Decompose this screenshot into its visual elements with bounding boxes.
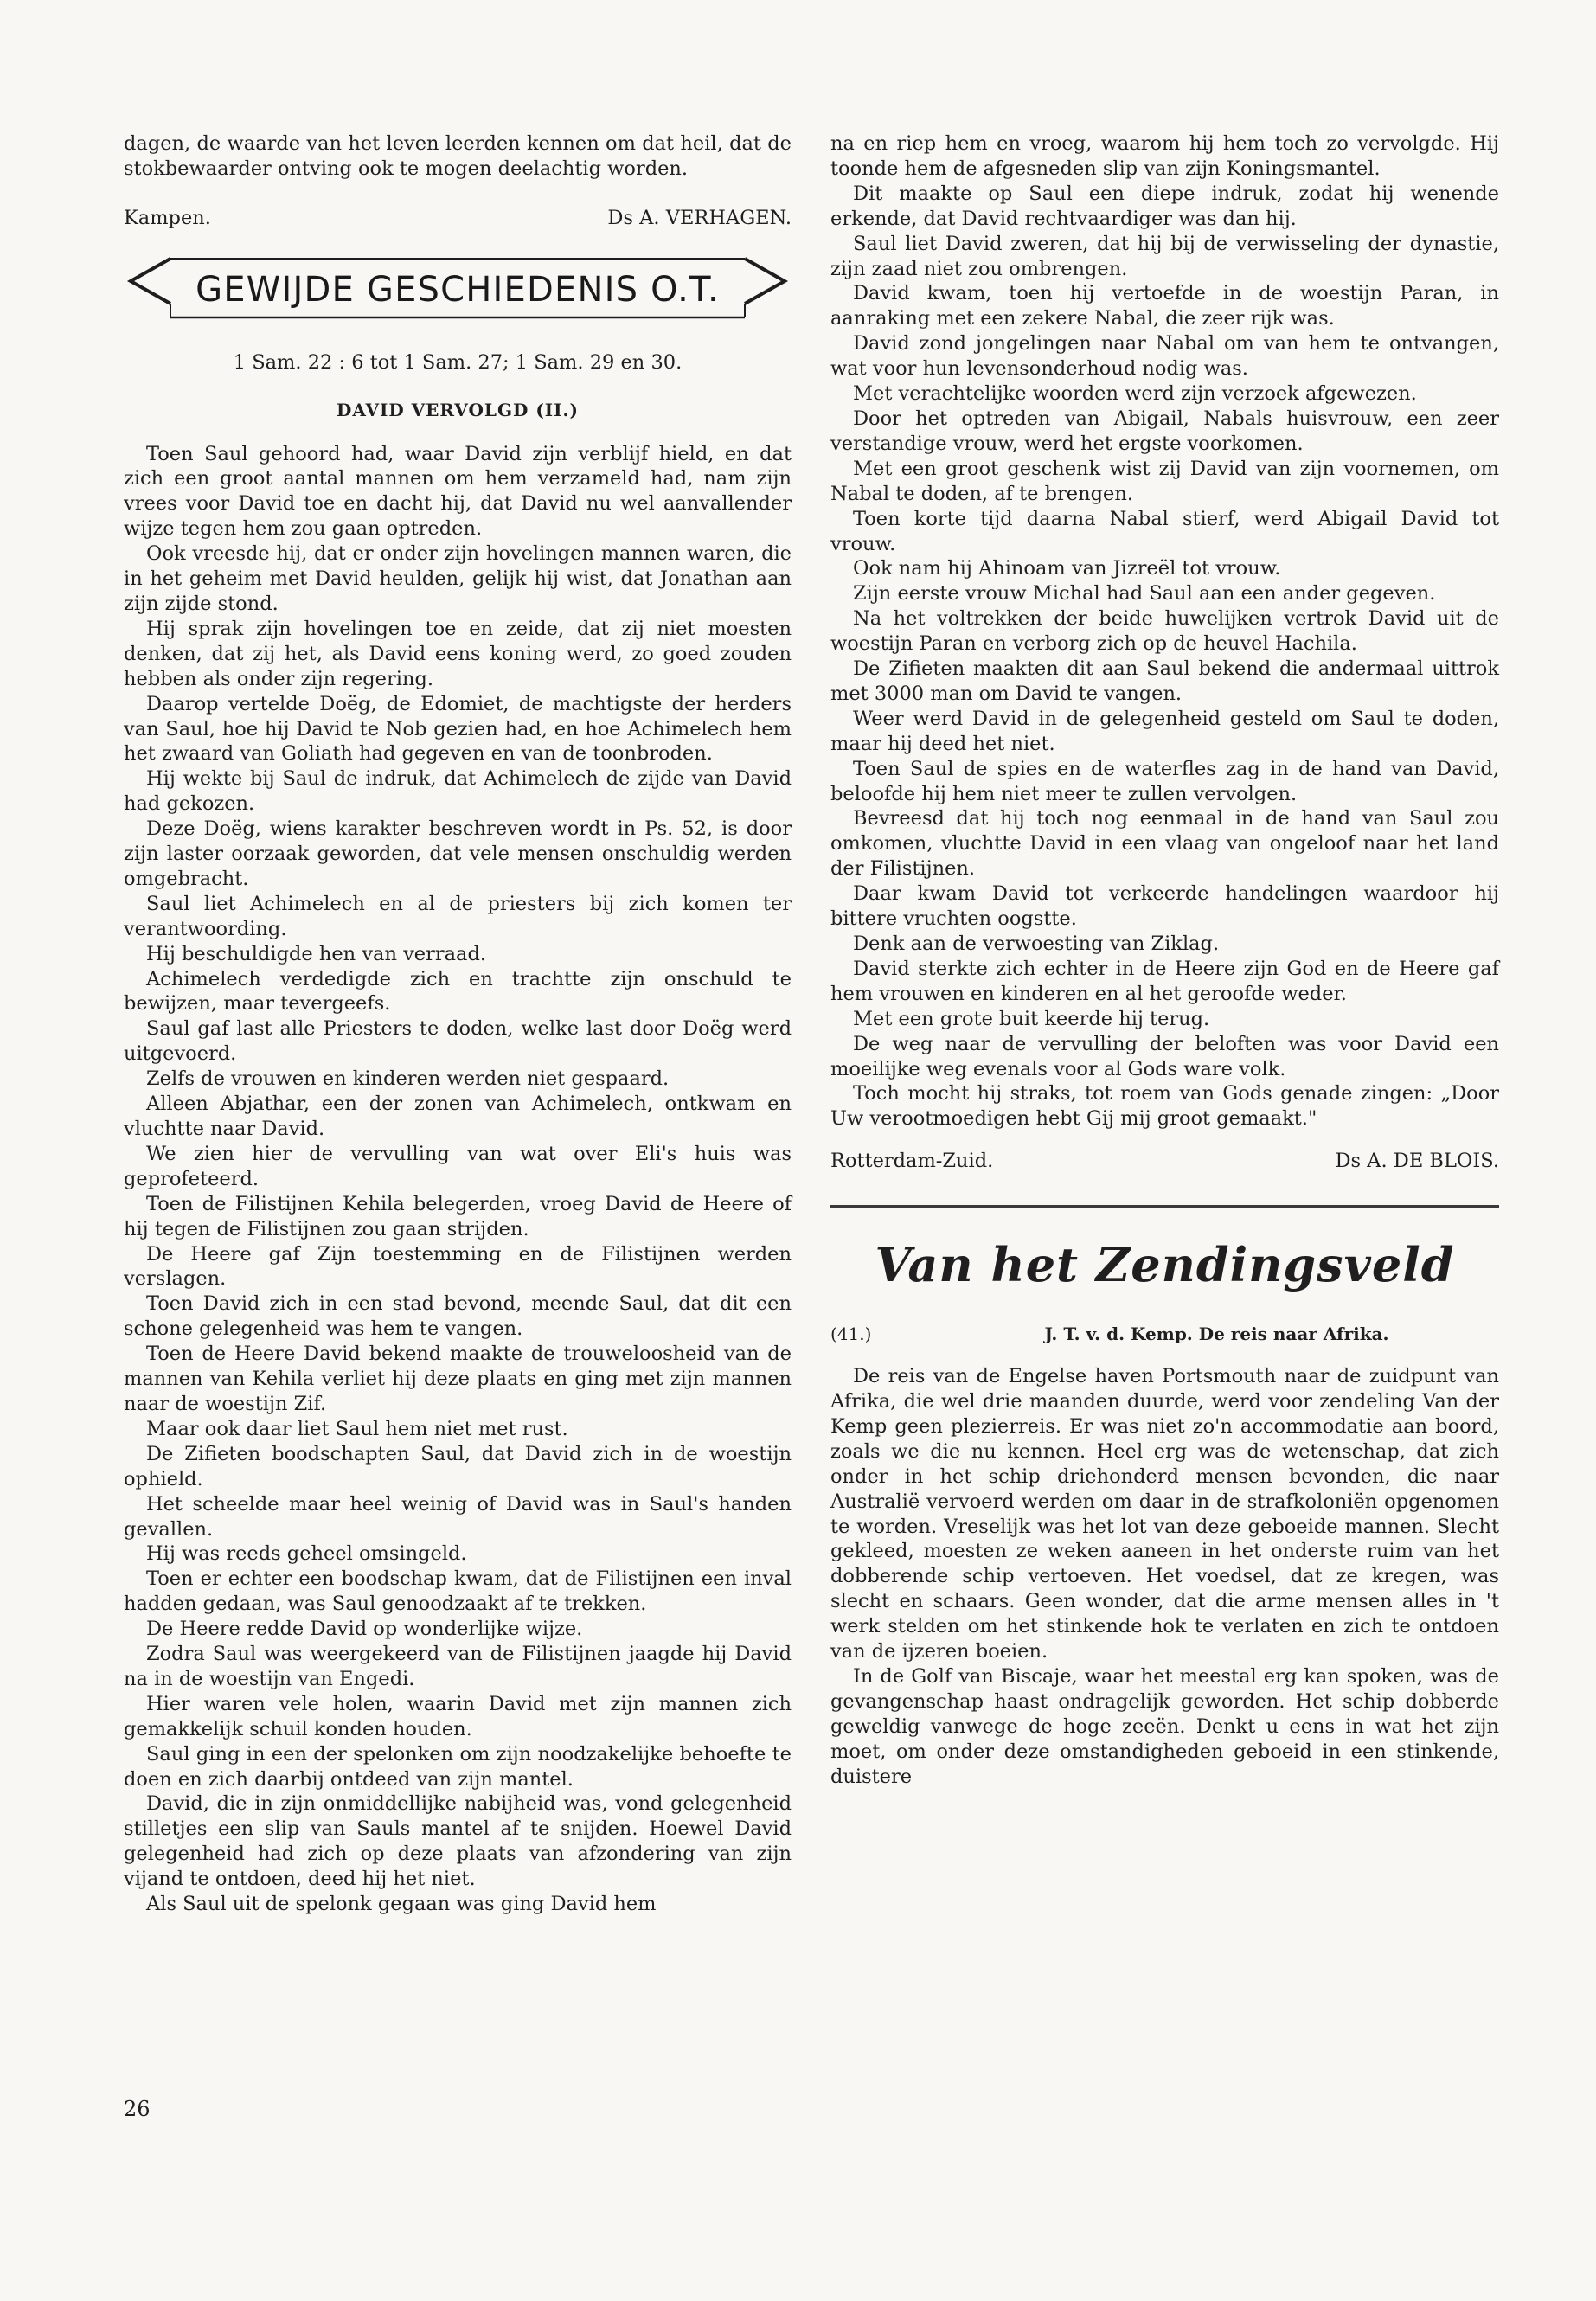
signature-author: Ds A. VERHAGEN.	[607, 206, 792, 229]
paragraph: Toen korte tijd daarna Nabal stierf, werd Abigail David tot vrouw.	[830, 507, 1499, 555]
paragraph: Zijn eerste vrouw Michal had Saul aan een ander gegeven.	[853, 582, 1436, 606]
paragraph: Hij beschuldigde hen van verraad.	[146, 942, 487, 965]
paragraph: Het scheelde maar heel weinig of David was in Saul's handen gevallen.	[124, 1492, 792, 1541]
paragraph: Daarop vertelde Doëg, de Edomiet, de machtigste der herders van Saul, hoe hij David te Nob gezien had, en hoe Achimelech hem het zwaard van Goliath had gegeven en van de toonbroden.	[124, 692, 792, 766]
paragraph: Dit maakte op Saul een diepe indruk, zodat hij wenende erkende, dat David rechtvaardiger was dan hij.	[830, 182, 1499, 230]
paragraph: Toen de Filistijnen Kehila belegerden, vroeg David de Heere of hij tegen de Filistijnen zou gaan strijden.	[124, 1192, 792, 1240]
paragraph: David zond jongelingen naar Nabal om van hem te ontvangen, wat voor hun levensonderhoud nodig was.	[830, 332, 1499, 381]
paragraph: Toen Saul gehoord had, waar David zijn verblijf hield, en dat zich een groot aantal mannen om hem verzameld had, nam zijn vrees voor David toe en dacht hij, dat David nu wel aanvallender wijze tegen hem zou gaan optreden.	[124, 442, 792, 541]
paragraph: Saul liet David zweren, dat hij bij de verwisseling der dynastie, zijn zaad niet zou ombrengen.	[830, 232, 1499, 280]
zending-number: (41.)	[830, 1324, 872, 1345]
paragraph: Als Saul uit de spelonk gegaan was ging David hem	[146, 1893, 657, 1916]
page-number: 26	[124, 2097, 151, 2121]
scripture-reference: 1 Sam. 22 : 6 tot 1 Sam. 27; 1 Sam. 29 en 30.	[233, 350, 683, 374]
paragraph: Saul liet Achimelech en al de priesters bij zich komen ter verantwoording.	[124, 892, 792, 940]
paragraph: Bevreesd dat hij toch nog eenmaal in de hand van Saul zou omkomen, vluchtte David in een vlaag van ongeloof naar het land der Filistijnen.	[830, 807, 1499, 881]
paragraph: We zien hier de vervulling van wat over Eli's huis was geprofeteerd.	[124, 1142, 792, 1190]
zending-subheading	[830, 1322, 1499, 1347]
signature-verhagen	[124, 206, 792, 231]
paragraph: In de Golf van Biscaje, waar het meestal erg kan spoken, was de gevangenschap haast ondragelijk geworden. Het schip dobberde geweldig vanwege de hoge zeeën. Denkt u eens in wat het zijn moet, om onder deze omstandigheden geboeid in een stinkende, duistere	[830, 1664, 1499, 1788]
paragraph: Toen Saul de spies en de waterfles zag in de hand van David, beloofde hij hem niet meer te zullen vervolgen.	[830, 757, 1499, 805]
signature-author: Ds A. DE BLOIS.	[1335, 1150, 1499, 1173]
paragraph: Met verachtelijke woorden werd zijn verzoek afgewezen.	[853, 382, 1417, 406]
paragraph: De Heere gaf Zijn toestemming en de Filistijnen werden verslagen.	[124, 1242, 792, 1291]
paragraph: Hier waren vele holen, waarin David met zijn mannen zich gemakkelijk schuil konden houden.	[124, 1692, 792, 1740]
paragraph: na en riep hem en vroeg, waarom hij hem toch zo vervolgde. Hij toonde hem de afgesneden slip van zijn Koningsmantel.	[830, 132, 1499, 180]
paragraph: Toen er echter een boodschap kwam, dat de Filistijnen een inval hadden gedaan, was Saul genoodzaakt af te trekken.	[124, 1567, 792, 1616]
signature-de-blois	[830, 1149, 1499, 1174]
paragraph: Ook vreesde hij, dat er onder zijn hovelingen mannen waren, die in het geheim met David heulden, gelijk hij wist, dat Jonathan aan zijn zijde stond.	[124, 542, 792, 615]
paragraph: Na het voltrekken der beide huwelijken vertrok David uit de woestijn Paran en verborg zich op de heuvel Hachila.	[830, 607, 1499, 656]
left-column	[124, 131, 792, 1917]
paragraph: David sterkte zich echter in de Heere zijn God en de Heere gaf hem vrouwen en kinderen en al het geroofde weder.	[830, 957, 1499, 1005]
paragraph: Alleen Abjathar, een der zonen van Achimelech, ontkwam en vluchtte naar David.	[124, 1093, 792, 1140]
paragraph: Weer werd David in de gelegenheid gesteld om Saul te doden, maar hij deed het niet.	[830, 707, 1499, 755]
paragraph: Ook nam hij Ahinoam van Jizreël tot vrouw.	[853, 557, 1281, 580]
paragraph: Met een grote buit keerde hij terug.	[853, 1007, 1210, 1030]
paragraph: Toen de Heere David bekend maakte de trouweloosheid van de mannen van Kehila verliet hij deze plaats en ging met zijn mannen naar de woestijn Zif.	[124, 1343, 792, 1415]
paragraph: De Zifieten maakten dit aan Saul bekend die andermaal uittrok met 3000 man om David te vangen.	[830, 657, 1499, 705]
paragraph: Hij wekte bij Saul de indruk, dat Achimelech de zijde van David had gekozen.	[124, 767, 792, 816]
paragraph: Deze Doëg, wiens karakter beschreven wordt in Ps. 52, is door zijn laster oorzaak geworden, dat vele mensen onschuldig werden omgebracht.	[124, 817, 792, 890]
paragraph: Saul ging in een der spelonken om zijn noodzakelijke behoefte te doen en zich daarbij ontdeed van zijn mantel.	[124, 1742, 792, 1791]
paragraph: Zelfs de vrouwen en kinderen werden niet gespaard.	[146, 1067, 670, 1091]
paragraph: Daar kwam David tot verkeerde handelingen waardoor hij bittere vruchten oogstte.	[830, 882, 1499, 931]
section-divider	[830, 1205, 1499, 1208]
section-banner	[124, 243, 792, 333]
right-column	[830, 131, 1499, 1789]
paragraph: David kwam, toen hij vertoefde in de woestijn Paran, in aanraking met een zekere Nabal, die zeer rijk was.	[830, 282, 1499, 330]
paragraph: Toch mocht hij straks, tot roem van Gods genade zingen: „Door Uw verootmoedigen hebt Gij mij groot gemaakt."	[830, 1082, 1499, 1131]
zending-title: Van het Zendingsveld	[875, 1237, 1455, 1293]
article-title: DAVID VERVOLGD (II.)	[337, 399, 579, 420]
paragraph: Denk aan de verwoesting van Ziklag.	[853, 933, 1220, 955]
paragraph: Maar ook daar liet Saul hem niet met rust.	[146, 1417, 568, 1440]
signature-place: Kampen.	[124, 206, 211, 229]
paragraph: De Heere redde David op wonderlijke wijze.	[146, 1618, 583, 1641]
paragraph: David, die in zijn onmiddellijke nabijheid was, vond gelegenheid stilletjes een slip van Sauls mantel af te snijden. Hoewel David gelegenheid had zich op deze plaats van afzondering van zijn vijand te ontdoen, deed hij het niet.	[124, 1792, 792, 1891]
paragraph: Zodra Saul was weergekeerd van de Filistijnen jaagde hij David na in de woestijn van Engedi.	[124, 1643, 792, 1690]
zending-subtitle: J. T. v. d. Kemp. De reis naar Afrika.	[1044, 1324, 1389, 1345]
paragraph: De reis van de Engelse haven Portsmouth naar de zuidpunt van Afrika, die wel drie maanden duurde, werd voor zendeling Van der Kemp geen plezierreis. Er was niet zo'n accommodatie aan boord, zoals we die nu kennen. Heel erg was de wetenschap, dat zich onder in het schip driehonderd mensen bevonden, die naar Australië vervoerd werden om daar in de strafkoloniën opgenomen te worden. Vreselijk was het lot van deze geboeide mannen. Slecht gekleed, moesten ze weken aaneen in het onderste ruim van het dobberende schip vertoeven. Het voedsel, dat ze kregen, was slecht en schaars. Geen wonder, dat die arme mensen alles in 't werk stelden om het stinkende hok te verlaten en zich te ontdoen van de ijzeren boeien.	[830, 1365, 1499, 1663]
paragraph: Achimelech verdedigde zich en trachtte zijn onschuld te bewijzen, maar tevergeefs.	[124, 967, 792, 1016]
paragraph: Hij was reeds geheel omsingeld.	[146, 1542, 467, 1566]
paragraph: De weg naar de vervulling der beloften was voor David een moeilijke weg evenals voor al Gods ware volk.	[830, 1032, 1499, 1080]
section-title: GEWIJDE GESCHIEDENIS O.T.	[195, 269, 720, 310]
intro-paragraph: dagen, de waarde van het leven leerden kennen om dat heil, dat de stokbewaarder ontving ook te mogen deelachtig worden.	[124, 132, 792, 180]
paragraph: De Zifieten boodschapten Saul, dat David zich in de woestijn ophield.	[124, 1442, 792, 1490]
paragraph: Saul gaf last alle Priesters te doden, welke last door Doëg werd uitgevoerd.	[124, 1017, 792, 1066]
signature-place: Rotterdam-Zuid.	[830, 1150, 994, 1173]
paragraph: Hij sprak zijn hovelingen toe en zeide, dat zij niet moesten denken, dat zij het, als David eens koning werd, zo goed zouden hebben als onder zijn regering.	[124, 617, 792, 690]
paragraph: Toen David zich in een stad bevond, meende Saul, dat dit een schone gelegenheid was hem te vangen.	[124, 1292, 792, 1341]
paragraph: Door het optreden van Abigail, Nabals huisvrouw, een zeer verstandige vrouw, werd het ergste voorkomen.	[830, 407, 1499, 455]
paragraph: Met een groot geschenk wist zij David van zijn voornemen, om Nabal te doden, af te brengen.	[830, 457, 1499, 505]
